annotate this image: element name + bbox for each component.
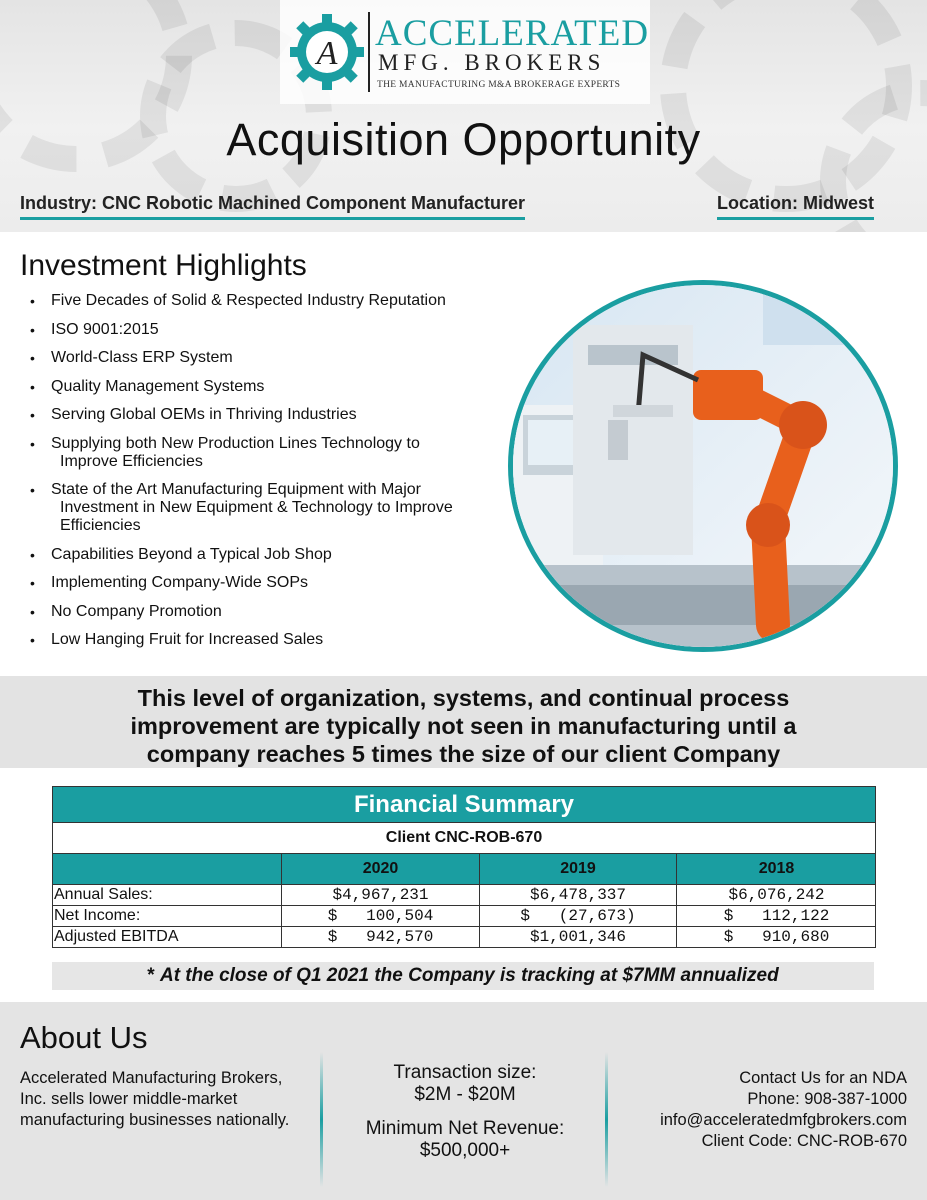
list-item: • Low Hanging Fruit for Increased Sales (30, 631, 510, 649)
contact-email: info@acceleratedmfgbrokers.com (660, 1111, 907, 1129)
note-star: * (147, 965, 160, 986)
value-cell: $ 910,680 (676, 927, 876, 947)
contact-heading: Contact Us for an NDA (739, 1069, 907, 1087)
logo-letter: A (316, 35, 338, 72)
contact-block (660, 1068, 907, 1152)
logo-divider (368, 12, 370, 92)
header-blank-cell (53, 854, 281, 884)
industry-label: Industry: CNC Robotic Machined Component Manufacturer (20, 193, 525, 220)
value-cell: $4,967,231 (281, 885, 479, 905)
year-header: 2018 (676, 854, 876, 884)
robot-arm-photo (508, 280, 898, 652)
transaction-size-value: $2M - $20M (414, 1084, 516, 1105)
year-header: 2020 (281, 854, 479, 884)
highlights-title: Investment Highlights (20, 249, 307, 282)
tracking-note (52, 962, 874, 990)
list-item: • Quality Management Systems (30, 378, 510, 396)
year-header: 2019 (479, 854, 676, 884)
header-banner (0, 0, 927, 232)
about-title: About Us (20, 1020, 148, 1055)
table-row (53, 926, 875, 947)
logo-tagline: THE MANUFACTURING M&A BROKERAGE EXPERTS (377, 80, 621, 90)
list-item: • Five Decades of Solid & Respected Industry Reputation (30, 292, 510, 310)
divider (320, 1052, 323, 1187)
list-item: • ISO 9001:2015 (30, 321, 510, 339)
list-item: • State of the Art Manufacturing Equipment with Major Investment in New Equipment & Technology to Improve Efficiencies (30, 481, 510, 535)
gear-logo-icon (290, 12, 364, 92)
company-logo (280, 0, 650, 104)
list-item: • Serving Global OEMs in Thriving Industries (30, 406, 510, 424)
table-row (53, 884, 875, 905)
row-label: Net Income: (54, 907, 141, 924)
logo-line1: ACCELERATED (375, 13, 650, 54)
client-id: Client CNC-ROB-670 (53, 822, 875, 853)
statement-banner (0, 676, 927, 768)
about-section (0, 1002, 927, 1200)
list-item: • Implementing Company-Wide SOPs (30, 574, 510, 592)
value-cell: $ (27,673) (479, 906, 676, 926)
about-description: Accelerated Manufacturing Brokers, Inc. sells lower middle-market manufacturing businesses nationally. (20, 1069, 290, 1129)
value-cell: $1,001,346 (479, 927, 676, 947)
value-cell: $6,478,337 (479, 885, 676, 905)
table-row (53, 905, 875, 926)
row-label: Adjusted EBITDA (54, 928, 179, 945)
value-cell: $ 100,504 (281, 906, 479, 926)
min-revenue-value: $500,000+ (419, 1140, 511, 1161)
logo-line2: MFG. BROKERS (378, 50, 606, 75)
list-item: • World-Class ERP System (30, 349, 510, 367)
note-text: At the close of Q1 2021 the Company is tracking at $7MM annualized (159, 965, 779, 986)
list-item: • Capabilities Beyond a Typical Job Shop (30, 546, 510, 564)
financial-summary-table (52, 786, 876, 948)
location-label: Location: Midwest (717, 193, 874, 220)
value-cell: $ 942,570 (281, 927, 479, 947)
client-code: Client Code: CNC-ROB-670 (701, 1132, 907, 1150)
highlights-list (30, 292, 510, 660)
list-item: • Supplying both New Production Lines Technology to Improve Efficiencies (30, 435, 510, 471)
page-title: Acquisition Opportunity (226, 114, 701, 165)
statement-text: This level of organization, systems, and continual process improvement are typically not seen in manufacturing until a company reaches 5 times the size of our client Company (130, 685, 797, 767)
contact-phone: Phone: 908-387-1000 (747, 1090, 907, 1108)
row-label: Annual Sales: (54, 886, 153, 903)
list-item: • No Company Promotion (30, 603, 510, 621)
value-cell: $ 112,122 (676, 906, 876, 926)
financial-title: Financial Summary (53, 787, 875, 822)
divider (605, 1052, 608, 1187)
min-revenue-label: Minimum Net Revenue: (365, 1118, 565, 1139)
year-header-row (53, 853, 875, 884)
value-cell: $6,076,242 (676, 885, 876, 905)
transaction-size-label: Transaction size: (393, 1062, 537, 1083)
